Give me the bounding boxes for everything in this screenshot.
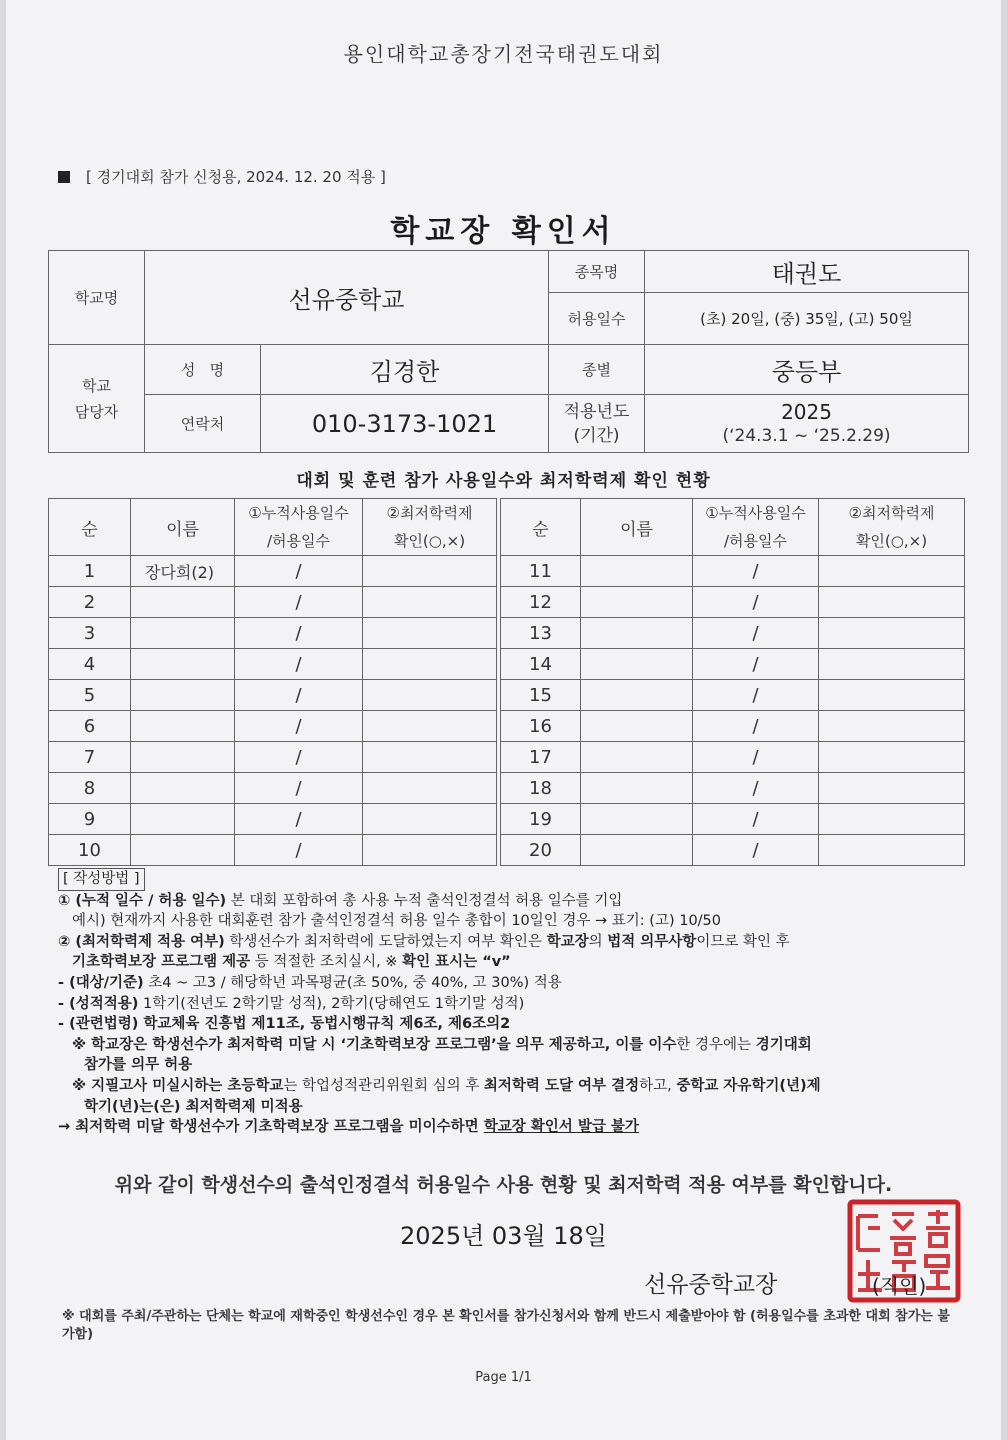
notice-line bbox=[58, 166, 386, 187]
row-no: 19 bbox=[501, 804, 581, 835]
header-no: 순 bbox=[49, 499, 131, 556]
row-no: 15 bbox=[501, 680, 581, 711]
row-days: / bbox=[235, 804, 363, 835]
row-name bbox=[581, 711, 693, 742]
row-days: / bbox=[235, 680, 363, 711]
row-name bbox=[131, 587, 235, 618]
method-note1-cont: 참가를 의무 허용 bbox=[84, 1057, 193, 1074]
table-row bbox=[49, 835, 965, 866]
row-name bbox=[581, 649, 693, 680]
row-name bbox=[131, 773, 235, 804]
manager-name: 김경한 bbox=[261, 345, 549, 395]
document-title: 학교장 확인서 bbox=[390, 214, 617, 249]
row-days: / bbox=[693, 773, 819, 804]
apply-period-value: (‘24.3.1 ~ ‘25.2.29) bbox=[722, 425, 891, 446]
table-row bbox=[49, 742, 965, 773]
row-no: 7 bbox=[49, 742, 131, 773]
row-days: / bbox=[693, 711, 819, 742]
row-min bbox=[363, 742, 497, 773]
apply-period-label: (기간) bbox=[573, 425, 620, 446]
method-1-text: 본 대회 포함하여 총 사용 누적 출석인정결석 허용 일수를 기입 bbox=[226, 892, 623, 909]
row-name bbox=[131, 742, 235, 773]
row-no: 9 bbox=[49, 804, 131, 835]
method-note1-a: ※ 학교장은 학생선수가 최저학력 미달 시 ‘기초학력보장 프로그램’을 의무 제공하고, 이를 bbox=[72, 1036, 649, 1053]
apply-year-label: 적용년도 bbox=[563, 401, 630, 422]
row-min bbox=[363, 618, 497, 649]
info-table bbox=[48, 250, 969, 453]
header-days-2-right: /허용일수 bbox=[693, 527, 819, 556]
method-2-text-e: 이므로 확인 후 bbox=[696, 933, 790, 950]
table-row bbox=[49, 649, 965, 680]
status-table bbox=[48, 498, 965, 866]
row-no: 13 bbox=[501, 618, 581, 649]
row-days: / bbox=[235, 711, 363, 742]
writing-instructions bbox=[58, 868, 963, 1138]
row-name bbox=[131, 680, 235, 711]
method-law: - (관련법령) 학교체육 진흥법 제11조, 동법시행규칙 제6조, 제6조의2 bbox=[58, 1016, 511, 1033]
method-note2-c: 는 학업성적관리위원회 심의 후 bbox=[283, 1077, 484, 1094]
row-min bbox=[363, 587, 497, 618]
row-name bbox=[131, 649, 235, 680]
method-1-term: ① (누적 일수 / 허용 일수) bbox=[58, 892, 227, 909]
name-label: 성 명 bbox=[145, 345, 261, 395]
row-min bbox=[819, 556, 965, 587]
row-days: / bbox=[693, 649, 819, 680]
table-row bbox=[49, 773, 965, 804]
event-label: 종목명 bbox=[549, 251, 645, 293]
row-name bbox=[581, 773, 693, 804]
method-note1-d: 경기대회 bbox=[755, 1036, 812, 1053]
row-no: 5 bbox=[49, 680, 131, 711]
row-days: / bbox=[235, 835, 363, 866]
row-no: 10 bbox=[49, 835, 131, 866]
method-2-text-b: 학교장 bbox=[546, 933, 589, 950]
event-title: 용인대학교총장기전국태권도대회 bbox=[343, 42, 664, 66]
row-no: 18 bbox=[501, 773, 581, 804]
row-min bbox=[819, 618, 965, 649]
row-days: / bbox=[693, 556, 819, 587]
method-1-example: 예시) 현재까지 사용한 대회훈련 참가 출석인정결석 허용 일수 총합이 10일인 경우 → 표기: (고) 10/50 bbox=[72, 913, 722, 930]
page-number: Page 1/1 bbox=[475, 1370, 532, 1385]
row-days: / bbox=[235, 742, 363, 773]
row-name bbox=[581, 742, 693, 773]
row-no: 14 bbox=[501, 649, 581, 680]
method-2-term: ② (최저학력제 적용 여부) bbox=[58, 933, 225, 950]
row-no: 16 bbox=[501, 711, 581, 742]
row-no: 3 bbox=[49, 618, 131, 649]
row-no: 4 bbox=[49, 649, 131, 680]
row-days: / bbox=[693, 742, 819, 773]
footnote: ※ 대회를 주최/주관하는 단체는 학교에 재학중인 학생선수인 경우 본 확인서를 참가신청서와 함께 반드시 제출받아야 함 (허용일수를 초과한 대회 참가는 불가함) bbox=[62, 1309, 950, 1342]
table-row bbox=[49, 587, 965, 618]
row-min bbox=[819, 711, 965, 742]
method-2b-term: 기초학력보장 프로그램 제공 bbox=[72, 954, 251, 971]
school-label: 학교명 bbox=[49, 251, 145, 345]
table-row bbox=[49, 804, 965, 835]
row-min bbox=[363, 680, 497, 711]
apply-year-label-cell bbox=[549, 395, 645, 453]
apply-year-value: 2025 bbox=[781, 399, 832, 424]
contact-value: 010-3173-1021 bbox=[261, 395, 549, 453]
row-name bbox=[581, 587, 693, 618]
row-min bbox=[363, 711, 497, 742]
row-no: 2 bbox=[49, 587, 131, 618]
method-note1-b: 이수 bbox=[648, 1036, 677, 1053]
row-min bbox=[363, 773, 497, 804]
confirm-statement: 위와 같이 학생선수의 출석인정결석 허용일수 사용 현황 및 최저학력 적용 여부를 확인합니다. bbox=[114, 1174, 893, 1196]
method-2b-text: 등 적절한 조치실시, ※ bbox=[250, 954, 403, 971]
manager-label: 학교 담당자 bbox=[49, 345, 145, 453]
method-grade-text: 1학기(전년도 2학기말 성적), 2학기(당해연도 1학기말 성적) bbox=[138, 995, 525, 1012]
method-arrow-b: 학교장 확인서 발급 불가 bbox=[483, 1119, 639, 1136]
header-min-2-right: 확인(○,×) bbox=[819, 527, 965, 556]
method-arrow-a: → 최저학력 미달 학생선수가 기초학력보장 프로그램을 미이수하면 bbox=[58, 1119, 484, 1136]
row-days: / bbox=[693, 680, 819, 711]
row-no: 1 bbox=[49, 556, 131, 587]
row-min bbox=[819, 587, 965, 618]
row-min bbox=[819, 773, 965, 804]
header-name: 이름 bbox=[131, 499, 235, 556]
row-days: / bbox=[693, 587, 819, 618]
row-no: 20 bbox=[501, 835, 581, 866]
header-name-right: 이름 bbox=[581, 499, 693, 556]
division-value: 중등부 bbox=[645, 345, 969, 395]
row-days: / bbox=[235, 587, 363, 618]
allowed-days-label: 허용일수 bbox=[549, 293, 645, 345]
header-min-2: 확인(○,×) bbox=[363, 527, 497, 556]
row-no: 8 bbox=[49, 773, 131, 804]
header-min-1-right: ②최저학력제 bbox=[819, 499, 965, 528]
apply-year-cell bbox=[645, 395, 969, 453]
method-2-text-c: 의 bbox=[588, 933, 608, 950]
method-target-term: - (대상/기준) bbox=[58, 974, 144, 991]
row-min bbox=[819, 804, 965, 835]
method-2-text-d: 법적 의무사항 bbox=[607, 933, 697, 950]
square-bullet-icon bbox=[58, 171, 70, 183]
row-min bbox=[363, 804, 497, 835]
row-min bbox=[819, 649, 965, 680]
row-name bbox=[131, 711, 235, 742]
row-days: / bbox=[693, 618, 819, 649]
header-no-right: 순 bbox=[501, 499, 581, 556]
table-row bbox=[49, 556, 965, 587]
event-value: 태권도 bbox=[645, 251, 969, 293]
method-target-text: 초4 ~ 고3 / 해당학년 과목평균(초 50%, 중 40%, 고 30%) 적용 bbox=[143, 974, 562, 991]
issue-date: 2025년 03월 18일 bbox=[400, 1222, 607, 1250]
method-note1-c: 한 경우에는 bbox=[676, 1036, 756, 1053]
row-name bbox=[131, 835, 235, 866]
row-min bbox=[363, 835, 497, 866]
row-days: / bbox=[693, 804, 819, 835]
seal-label: (직인) bbox=[872, 1274, 927, 1298]
method-note2-f: 중학교 자유학기(년)제 bbox=[676, 1077, 821, 1094]
method-note2-b: 초등학교 bbox=[227, 1077, 284, 1094]
principal-name: 선유중학교장 bbox=[644, 1272, 778, 1298]
table-row bbox=[49, 711, 965, 742]
row-no: 17 bbox=[501, 742, 581, 773]
row-days: / bbox=[235, 773, 363, 804]
row-name bbox=[131, 804, 235, 835]
header-days-1: ①누적사용일수 bbox=[235, 499, 363, 528]
table-row bbox=[49, 680, 965, 711]
row-min bbox=[819, 680, 965, 711]
division-label: 종별 bbox=[549, 345, 645, 395]
row-min bbox=[363, 556, 497, 587]
header-days-1-right: ①누적사용일수 bbox=[693, 499, 819, 528]
method-note2-a: ※ 지필고사 미실시하는 bbox=[72, 1077, 228, 1094]
method-2-text-a: 학생선수가 최저학력에 도달하였는지 여부 확인은 bbox=[224, 933, 547, 950]
contact-label: 연락처 bbox=[145, 395, 261, 453]
row-name: 장다희(2) bbox=[131, 556, 235, 587]
row-min bbox=[819, 835, 965, 866]
table-row bbox=[49, 618, 965, 649]
row-name bbox=[581, 835, 693, 866]
row-no: 12 bbox=[501, 587, 581, 618]
method-2b-mark: 확인 표시는 “v” bbox=[402, 954, 511, 971]
row-min bbox=[363, 649, 497, 680]
status-title: 대회 및 훈련 참가 사용일수와 최저학력제 확인 현황 bbox=[296, 471, 711, 491]
allowed-days-value: (초) 20일, (중) 35일, (고) 50일 bbox=[645, 293, 969, 345]
method-note2-e: 하고, bbox=[639, 1077, 677, 1094]
method-title: [ 작성방법 ] bbox=[58, 868, 145, 891]
method-grade-term: - (성적적용) bbox=[58, 995, 139, 1012]
header-min-1: ②최저학력제 bbox=[363, 499, 497, 528]
row-name bbox=[581, 556, 693, 587]
row-name bbox=[581, 804, 693, 835]
row-name bbox=[131, 618, 235, 649]
row-min bbox=[819, 742, 965, 773]
notice-text: [ 경기대회 참가 신청용, 2024. 12. 20 적용 ] bbox=[86, 168, 386, 186]
row-name bbox=[581, 680, 693, 711]
row-no: 11 bbox=[501, 556, 581, 587]
method-note2-cont: 학기(년)는(은) 최저학력제 미적용 bbox=[84, 1098, 303, 1115]
row-days: / bbox=[693, 835, 819, 866]
row-days: / bbox=[235, 556, 363, 587]
header-days-2: /허용일수 bbox=[235, 527, 363, 556]
row-name bbox=[581, 618, 693, 649]
row-no: 6 bbox=[49, 711, 131, 742]
method-note2-d: 최저학력 도달 여부 결정 bbox=[483, 1077, 640, 1094]
row-days: / bbox=[235, 649, 363, 680]
row-days: / bbox=[235, 618, 363, 649]
school-name: 선유중학교 bbox=[145, 251, 549, 345]
